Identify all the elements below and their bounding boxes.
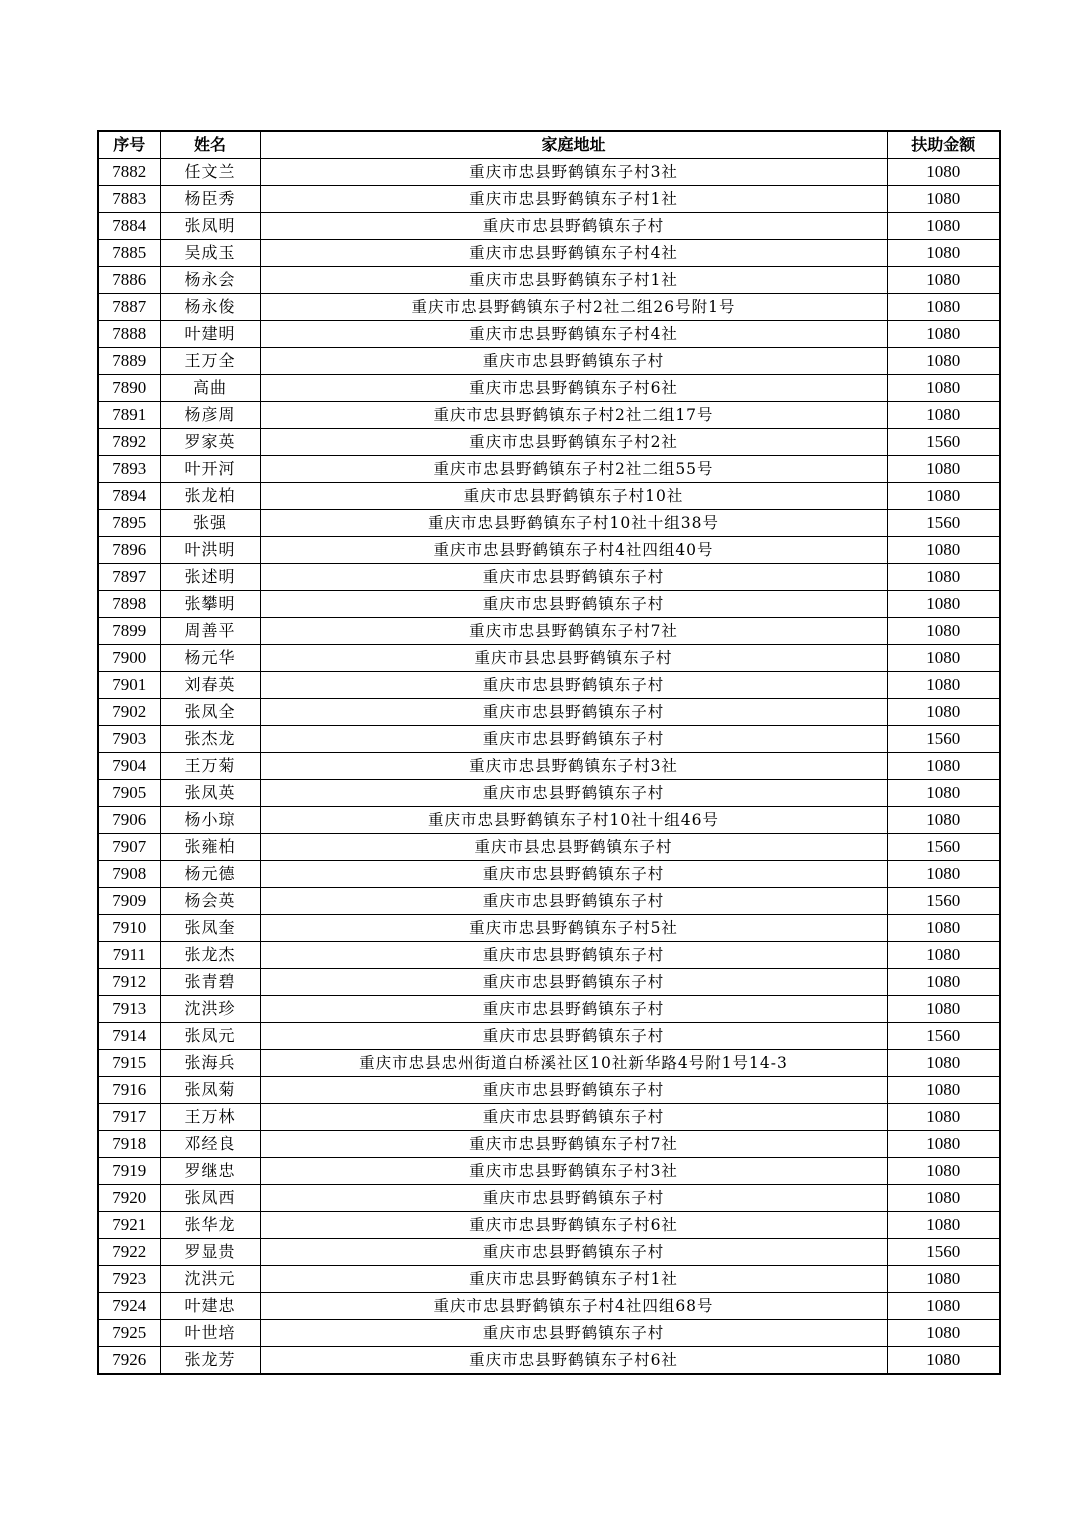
cell-address: 重庆市忠县野鹤镇东子村7社 [260,1131,887,1158]
cell-no: 7891 [98,402,160,429]
cell-no: 7923 [98,1266,160,1293]
cell-amount: 1080 [887,1185,1000,1212]
cell-amount: 1080 [887,1158,1000,1185]
table-row [98,321,1000,348]
cell-name: 张杰龙 [160,726,260,753]
cell-name: 张华龙 [160,1212,260,1239]
cell-address: 重庆市忠县野鹤镇东子村10社十组46号 [260,807,887,834]
cell-no: 7897 [98,564,160,591]
table-row [98,753,1000,780]
table-row [98,1239,1000,1266]
cell-address: 重庆市忠县野鹤镇东子村 [260,996,887,1023]
cell-amount: 1080 [887,321,1000,348]
cell-amount: 1080 [887,348,1000,375]
cell-no: 7925 [98,1320,160,1347]
cell-name: 张龙柏 [160,483,260,510]
cell-amount: 1080 [887,1266,1000,1293]
cell-no: 7883 [98,186,160,213]
cell-no: 7884 [98,213,160,240]
cell-name: 张雍柏 [160,834,260,861]
table-row [98,1320,1000,1347]
cell-amount: 1080 [887,915,1000,942]
cell-amount: 1560 [887,834,1000,861]
cell-no: 7900 [98,645,160,672]
cell-amount: 1080 [887,1104,1000,1131]
cell-name: 张龙杰 [160,942,260,969]
cell-address: 重庆市忠县野鹤镇东子村 [260,888,887,915]
table-row [98,861,1000,888]
cell-no: 7886 [98,267,160,294]
cell-no: 7899 [98,618,160,645]
cell-name: 叶开河 [160,456,260,483]
cell-no: 7908 [98,861,160,888]
cell-amount: 1080 [887,1077,1000,1104]
header-row [98,131,1000,159]
cell-address: 重庆市忠县野鹤镇东子村10社十组38号 [260,510,887,537]
table-row [98,645,1000,672]
cell-name: 张述明 [160,564,260,591]
table-row [98,699,1000,726]
cell-name: 张青碧 [160,969,260,996]
cell-no: 7914 [98,1023,160,1050]
cell-amount: 1560 [887,1239,1000,1266]
cell-name: 张凤全 [160,699,260,726]
table-row [98,402,1000,429]
cell-address: 重庆市忠县野鹤镇东子村 [260,213,887,240]
cell-amount: 1560 [887,726,1000,753]
cell-address: 重庆市县忠县野鹤镇东子村 [260,645,887,672]
cell-no: 7902 [98,699,160,726]
cell-amount: 1080 [887,1320,1000,1347]
cell-amount: 1080 [887,861,1000,888]
cell-address: 重庆市忠县野鹤镇东子村 [260,1077,887,1104]
cell-name: 王万全 [160,348,260,375]
table-row [98,834,1000,861]
cell-amount: 1080 [887,807,1000,834]
cell-address: 重庆市忠县野鹤镇东子村4社四组68号 [260,1293,887,1320]
cell-no: 7909 [98,888,160,915]
cell-no: 7898 [98,591,160,618]
table-row [98,1158,1000,1185]
cell-amount: 1080 [887,456,1000,483]
cell-no: 7906 [98,807,160,834]
cell-address: 重庆市忠县野鹤镇东子村 [260,1185,887,1212]
cell-no: 7895 [98,510,160,537]
cell-amount: 1080 [887,996,1000,1023]
cell-name: 杨永俊 [160,294,260,321]
cell-no: 7903 [98,726,160,753]
cell-no: 7896 [98,537,160,564]
cell-no: 7893 [98,456,160,483]
cell-name: 罗家英 [160,429,260,456]
cell-no: 7901 [98,672,160,699]
table-row [98,888,1000,915]
table-row [98,726,1000,753]
cell-address: 重庆市忠县野鹤镇东子村2社二组26号附1号 [260,294,887,321]
cell-address: 重庆市忠县野鹤镇东子村6社 [260,1212,887,1239]
table-row [98,159,1000,186]
cell-name: 张海兵 [160,1050,260,1077]
header-amount: 扶助金额 [887,131,1000,159]
table-row [98,1023,1000,1050]
cell-address: 重庆市忠县野鹤镇东子村 [260,1320,887,1347]
table-row [98,618,1000,645]
table-row [98,510,1000,537]
header-address: 家庭地址 [260,131,887,159]
cell-amount: 1080 [887,1050,1000,1077]
cell-address: 重庆市忠县野鹤镇东子村6社 [260,375,887,402]
cell-address: 重庆市忠县野鹤镇东子村 [260,1023,887,1050]
cell-amount: 1080 [887,159,1000,186]
cell-amount: 1080 [887,402,1000,429]
cell-no: 7924 [98,1293,160,1320]
cell-name: 任文兰 [160,159,260,186]
cell-no: 7916 [98,1077,160,1104]
table-row [98,213,1000,240]
table-row [98,1050,1000,1077]
cell-amount: 1080 [887,186,1000,213]
table-row [98,564,1000,591]
cell-no: 7892 [98,429,160,456]
cell-no: 7921 [98,1212,160,1239]
cell-name: 杨元华 [160,645,260,672]
cell-amount: 1080 [887,564,1000,591]
cell-no: 7926 [98,1347,160,1375]
cell-name: 高曲 [160,375,260,402]
table-row [98,807,1000,834]
cell-address: 重庆市忠县忠州街道白桥溪社区10社新华路4号附1号14-3 [260,1050,887,1077]
cell-amount: 1560 [887,1023,1000,1050]
table-row [98,294,1000,321]
cell-no: 7919 [98,1158,160,1185]
cell-address: 重庆市忠县野鹤镇东子村 [260,348,887,375]
table-row [98,1212,1000,1239]
cell-address: 重庆市忠县野鹤镇东子村4社四组40号 [260,537,887,564]
cell-no: 7905 [98,780,160,807]
cell-amount: 1080 [887,240,1000,267]
cell-no: 7890 [98,375,160,402]
cell-amount: 1080 [887,699,1000,726]
cell-address: 重庆市忠县野鹤镇东子村1社 [260,186,887,213]
cell-amount: 1560 [887,510,1000,537]
cell-address: 重庆市忠县野鹤镇东子村 [260,942,887,969]
cell-address: 重庆市忠县野鹤镇东子村 [260,672,887,699]
table-row [98,1347,1000,1375]
cell-name: 杨元德 [160,861,260,888]
table-row [98,969,1000,996]
table-row [98,186,1000,213]
cell-no: 7889 [98,348,160,375]
table-row [98,240,1000,267]
cell-name: 杨小琼 [160,807,260,834]
cell-no: 7920 [98,1185,160,1212]
cell-name: 叶建忠 [160,1293,260,1320]
cell-name: 罗显贵 [160,1239,260,1266]
cell-amount: 1080 [887,645,1000,672]
cell-name: 张凤西 [160,1185,260,1212]
cell-no: 7885 [98,240,160,267]
table-row [98,915,1000,942]
cell-name: 王万菊 [160,753,260,780]
cell-address: 重庆市忠县野鹤镇东子村3社 [260,159,887,186]
cell-amount: 1080 [887,483,1000,510]
cell-address: 重庆市忠县野鹤镇东子村5社 [260,915,887,942]
cell-amount: 1080 [887,618,1000,645]
cell-no: 7918 [98,1131,160,1158]
cell-name: 邓经良 [160,1131,260,1158]
cell-name: 张攀明 [160,591,260,618]
table-body [98,159,1000,1375]
cell-no: 7913 [98,996,160,1023]
cell-name: 沈洪元 [160,1266,260,1293]
table-row [98,267,1000,294]
cell-name: 杨永会 [160,267,260,294]
cell-no: 7910 [98,915,160,942]
table-row [98,1266,1000,1293]
cell-no: 7907 [98,834,160,861]
cell-name: 杨臣秀 [160,186,260,213]
cell-amount: 1080 [887,375,1000,402]
cell-name: 张凤明 [160,213,260,240]
cell-amount: 1080 [887,1293,1000,1320]
cell-amount: 1080 [887,942,1000,969]
cell-name: 叶世培 [160,1320,260,1347]
cell-amount: 1080 [887,213,1000,240]
cell-address: 重庆市忠县野鹤镇东子村1社 [260,1266,887,1293]
cell-amount: 1080 [887,1212,1000,1239]
table-row [98,780,1000,807]
cell-no: 7922 [98,1239,160,1266]
table-row [98,537,1000,564]
cell-no: 7894 [98,483,160,510]
cell-name: 张凤元 [160,1023,260,1050]
cell-address: 重庆市忠县野鹤镇东子村 [260,726,887,753]
cell-no: 7917 [98,1104,160,1131]
cell-no: 7888 [98,321,160,348]
cell-address: 重庆市县忠县野鹤镇东子村 [260,834,887,861]
cell-address: 重庆市忠县野鹤镇东子村2社 [260,429,887,456]
cell-name: 王万林 [160,1104,260,1131]
cell-amount: 1080 [887,753,1000,780]
cell-name: 沈洪珍 [160,996,260,1023]
cell-name: 周善平 [160,618,260,645]
cell-name: 张龙芳 [160,1347,260,1375]
cell-name: 吴成玉 [160,240,260,267]
cell-address: 重庆市忠县野鹤镇东子村4社 [260,321,887,348]
table-row [98,996,1000,1023]
table-row [98,456,1000,483]
cell-name: 张凤奎 [160,915,260,942]
cell-address: 重庆市忠县野鹤镇东子村7社 [260,618,887,645]
cell-name: 杨彦周 [160,402,260,429]
cell-address: 重庆市忠县野鹤镇东子村 [260,861,887,888]
table-row [98,483,1000,510]
cell-no: 7915 [98,1050,160,1077]
cell-address: 重庆市忠县野鹤镇东子村3社 [260,753,887,780]
cell-no: 7911 [98,942,160,969]
cell-amount: 1080 [887,1347,1000,1375]
cell-address: 重庆市忠县野鹤镇东子村6社 [260,1347,887,1375]
cell-name: 叶洪明 [160,537,260,564]
cell-name: 叶建明 [160,321,260,348]
cell-address: 重庆市忠县野鹤镇东子村 [260,1239,887,1266]
table-row [98,672,1000,699]
table-row [98,375,1000,402]
cell-no: 7912 [98,969,160,996]
cell-address: 重庆市忠县野鹤镇东子村3社 [260,1158,887,1185]
cell-amount: 1080 [887,1131,1000,1158]
cell-address: 重庆市忠县野鹤镇东子村 [260,699,887,726]
cell-address: 重庆市忠县野鹤镇东子村2社二组55号 [260,456,887,483]
cell-address: 重庆市忠县野鹤镇东子村 [260,969,887,996]
cell-address: 重庆市忠县野鹤镇东子村10社 [260,483,887,510]
table-row [98,429,1000,456]
cell-amount: 1080 [887,591,1000,618]
cell-name: 张凤菊 [160,1077,260,1104]
cell-name: 张强 [160,510,260,537]
cell-no: 7887 [98,294,160,321]
cell-address: 重庆市忠县野鹤镇东子村 [260,591,887,618]
cell-address: 重庆市忠县野鹤镇东子村1社 [260,267,887,294]
cell-amount: 1080 [887,969,1000,996]
cell-address: 重庆市忠县野鹤镇东子村 [260,564,887,591]
table-row [98,1077,1000,1104]
cell-amount: 1080 [887,294,1000,321]
header-name: 姓名 [160,131,260,159]
table-row [98,1131,1000,1158]
cell-name: 张凤英 [160,780,260,807]
cell-address: 重庆市忠县野鹤镇东子村4社 [260,240,887,267]
table-row [98,1104,1000,1131]
cell-address: 重庆市忠县野鹤镇东子村 [260,1104,887,1131]
cell-amount: 1080 [887,537,1000,564]
cell-name: 罗继忠 [160,1158,260,1185]
cell-address: 重庆市忠县野鹤镇东子村 [260,780,887,807]
cell-amount: 1560 [887,888,1000,915]
table-row [98,591,1000,618]
cell-address: 重庆市忠县野鹤镇东子村2社二组17号 [260,402,887,429]
table-row [98,348,1000,375]
cell-no: 7904 [98,753,160,780]
cell-name: 杨会英 [160,888,260,915]
table-header [98,131,1000,159]
table-row [98,1293,1000,1320]
table-row [98,942,1000,969]
cell-amount: 1080 [887,780,1000,807]
header-no: 序号 [98,131,160,159]
cell-amount: 1080 [887,267,1000,294]
table-row [98,1185,1000,1212]
cell-no: 7882 [98,159,160,186]
cell-name: 刘春英 [160,672,260,699]
cell-amount: 1080 [887,672,1000,699]
subsidy-table [97,130,1001,1375]
cell-amount: 1560 [887,429,1000,456]
